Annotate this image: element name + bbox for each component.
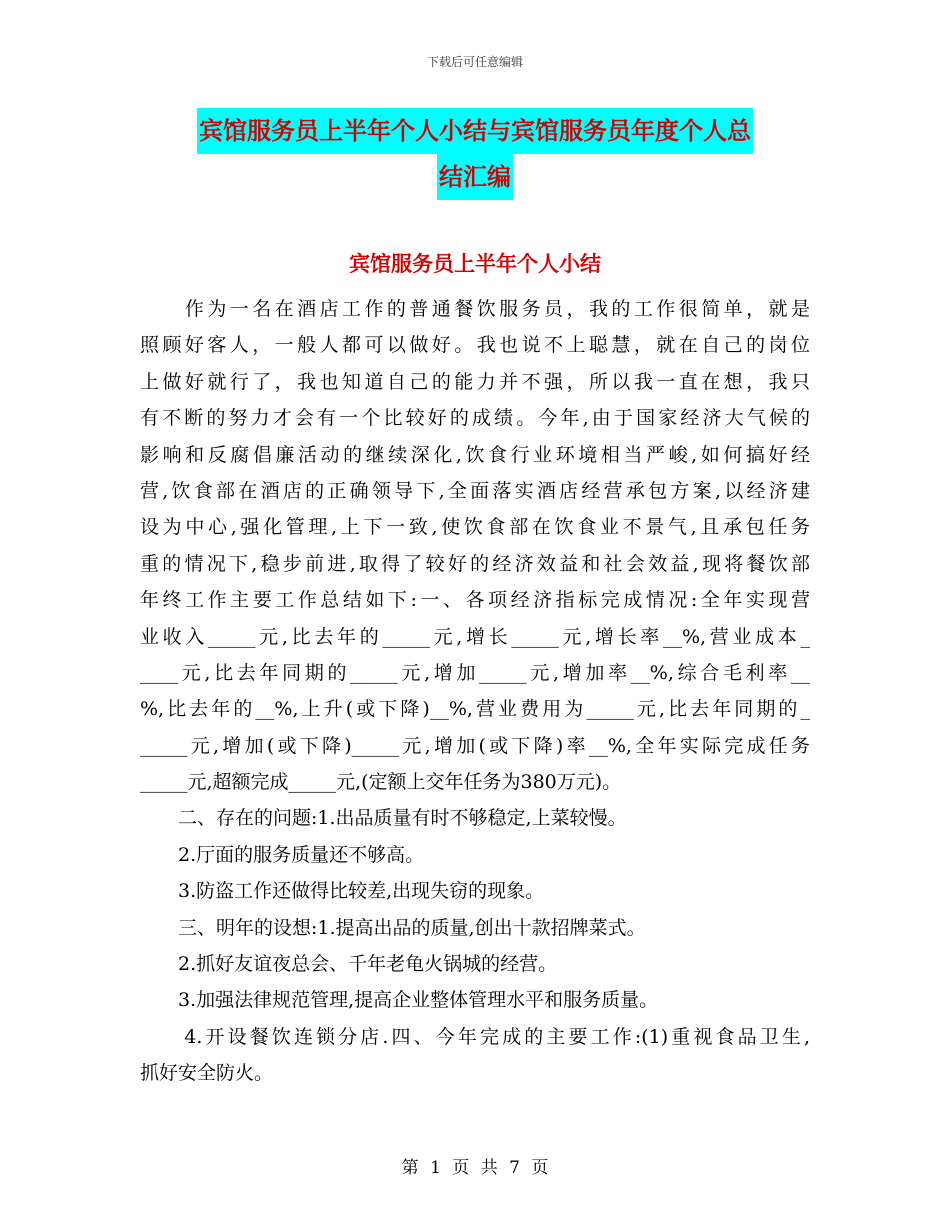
- body-line: 4.开设餐饮连锁分店.四、今年完成的主要工作:(1)重视食品卫生,: [140, 1025, 810, 1048]
- body-line: _____元,增加(或下降)_____元,增加(或下降)率__%,全年实际完成任务: [140, 734, 810, 757]
- document-title: [0, 108, 950, 200]
- body-line: 照顾好客人，一般人都可以做好。我也说不上聪慧，就在自己的岗位: [140, 334, 810, 357]
- body-line: 2.抓好友谊夜总会、千年老龟火锅城的经营。: [140, 953, 558, 976]
- body-line: %,比去年的__%,上升(或下降)__%,营业费用为_____元,比去年同期的_: [140, 698, 810, 721]
- title-line-2: 结汇编: [437, 154, 513, 200]
- body-line: ____元,比去年同期的_____元,增加_____元,增加率__%,综合毛利率__: [140, 661, 810, 684]
- body-line: 年终工作主要工作总结如下:一、各项经济指标完成情况:全年实现营: [140, 589, 810, 612]
- body-text: [140, 291, 810, 1092]
- body-line: _____元,超额完成_____元,(定额上交年任务为380万元)。: [140, 771, 622, 794]
- body-line: 二、存在的问题:1.出品质量有时不够稳定,上菜较慢。: [140, 807, 627, 830]
- page-number-footer: 第 1 页 共 7 页: [401, 1158, 549, 1178]
- header-note: 下载后可任意编辑: [426, 55, 523, 69]
- body-line: 业收入_____元,比去年的_____元,增长_____元,增长率__%,营业成本_: [140, 625, 810, 648]
- body-line: 作为一名在酒店工作的普通餐饮服务员，我的工作很简单，就是: [140, 298, 810, 320]
- body-line: 影响和反腐倡廉活动的继续深化,饮食行业环境相当严峻,如何搞好经: [140, 443, 810, 466]
- body-line: 上做好就行了，我也知道自己的能力并不强，所以我一直在想，我只: [140, 370, 810, 393]
- body-line: 设为中心,强化管理,上下一致,使饮食部在饮食业不景气,且承包任务: [140, 516, 810, 539]
- body-line: 有不断的努力才会有一个比较好的成绩。今年,由于国家经济大气候的: [140, 407, 810, 430]
- body-line: 3.防盗工作还做得比较差,出现失窃的现象。: [140, 880, 545, 903]
- body-line: 抓好安全防火。: [140, 1062, 274, 1085]
- body-line: 营,饮食部在酒店的正确领导下,全面落实酒店经营承包方案,以经济建: [140, 479, 810, 502]
- title-line-1: 宾馆服务员上半年个人小结与宾馆服务员年度个人总: [197, 108, 753, 154]
- body-line: 三、明年的设想:1.提高出品的质量,创出十款招牌菜式。: [140, 916, 646, 939]
- body-line: 3.加强法律规范管理,提高企业整体管理水平和服务质量。: [140, 989, 659, 1012]
- section-heading: 宾馆服务员上半年个人小结: [349, 251, 601, 276]
- body-line: 重的情况下,稳步前进,取得了较好的经济效益和社会效益,现将餐饮部: [140, 552, 810, 575]
- body-line: 2.厅面的服务质量还不够高。: [140, 843, 425, 866]
